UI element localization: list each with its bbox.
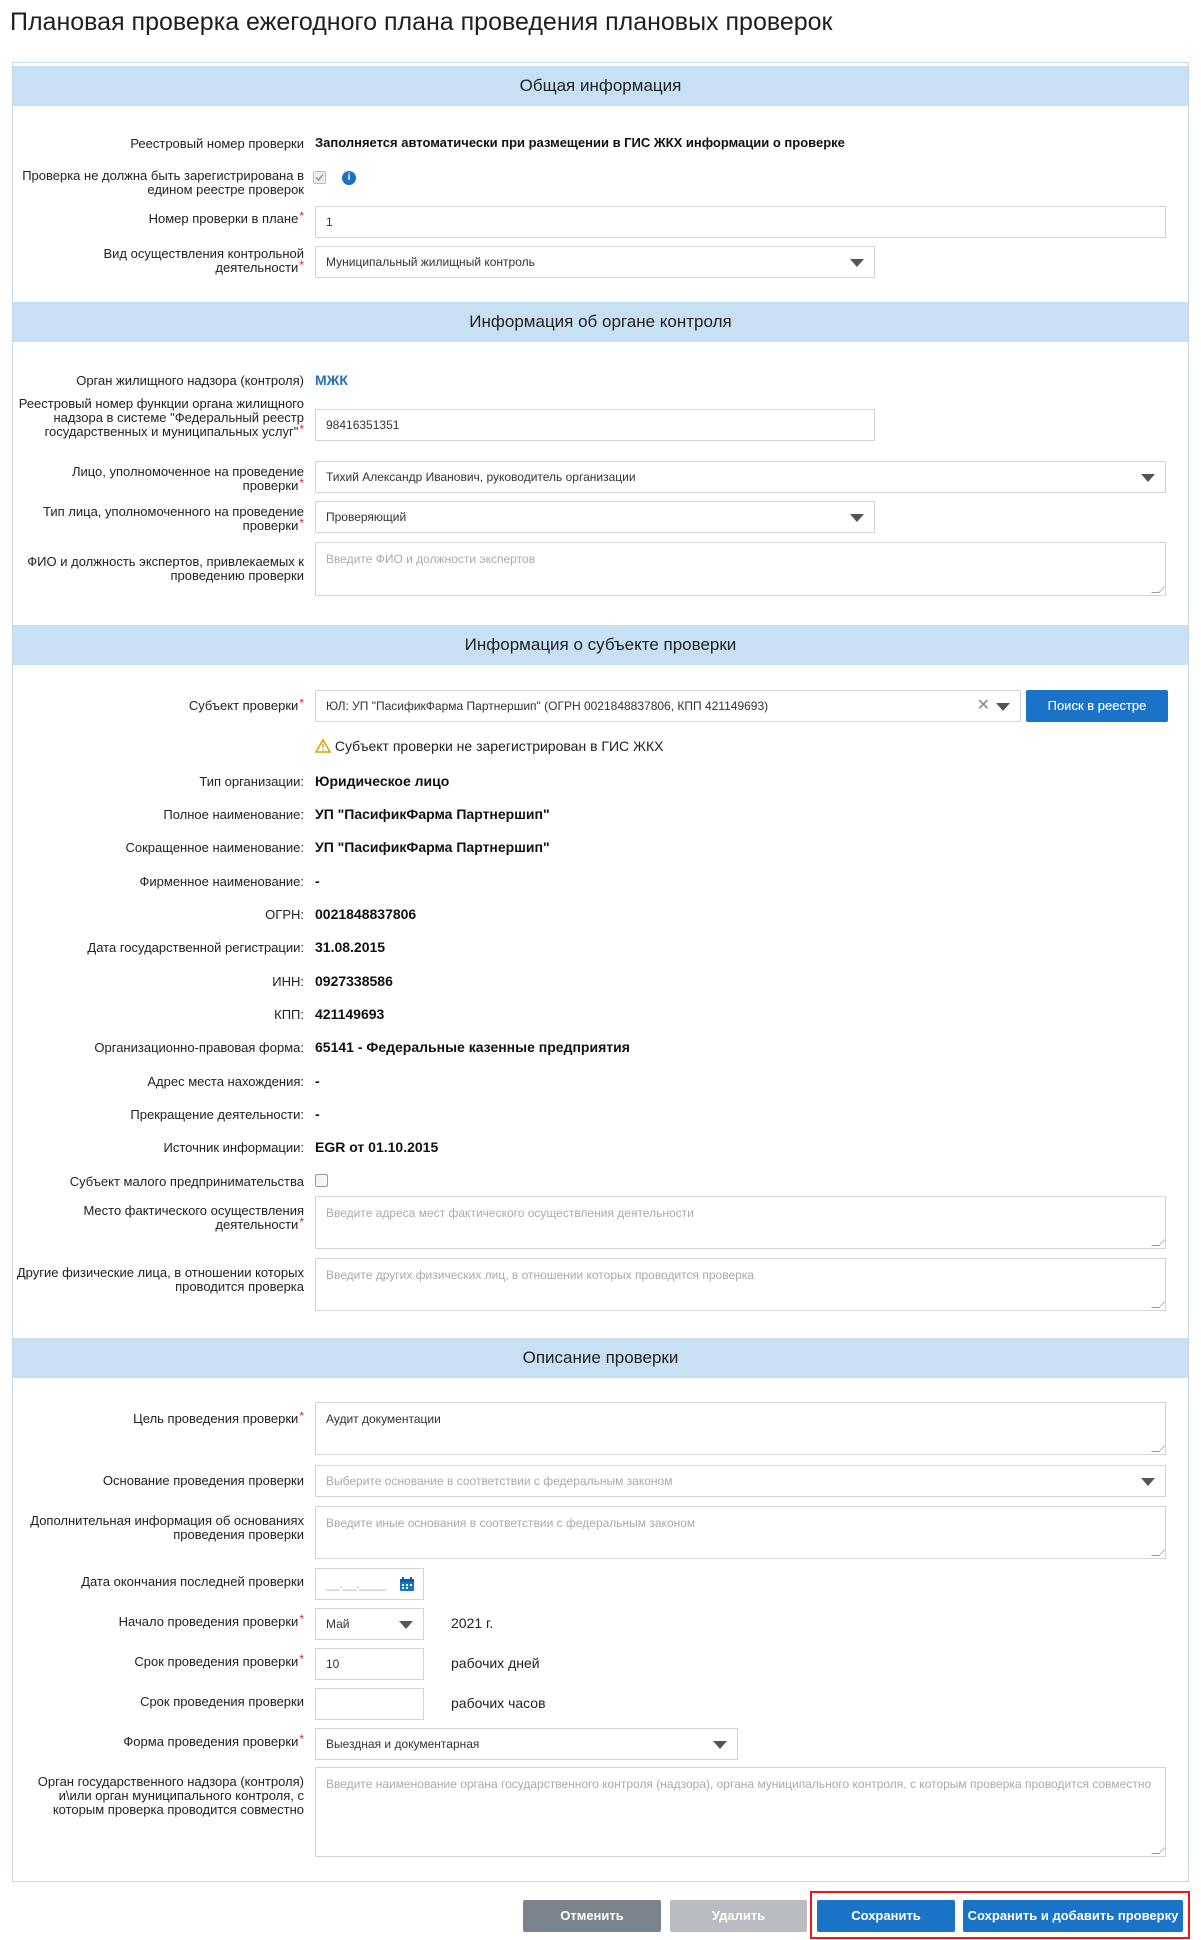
form-type-select[interactable] <box>315 1728 738 1760</box>
calendar-icon[interactable] <box>399 1576 415 1592</box>
page-title: Плановая проверка ежегодного плана проведения плановых проверок <box>10 8 833 36</box>
plan-number-input[interactable]: 1 <box>315 206 1166 238</box>
subject-field-value: УП "ПасификФарма Партнершип" <box>315 839 550 855</box>
organ-link[interactable]: МЖК <box>315 372 348 388</box>
extra-info-placeholder: Введите иные основания в соответствии с федеральным законом <box>326 1516 696 1530</box>
other-persons-textarea[interactable] <box>315 1258 1166 1311</box>
goal-textarea[interactable] <box>315 1402 1166 1455</box>
subject-field-value: EGR от 01.10.2015 <box>315 1139 439 1155</box>
chevron-down-icon <box>1141 1478 1155 1486</box>
duration-hours-unit: рабочих часов <box>451 1695 546 1711</box>
authorized-person-value: Тихий Александр Иванович, руководитель организации <box>326 470 636 484</box>
section-header-subject: Информация о субъекте проверки <box>13 625 1188 665</box>
duration-hours-input[interactable] <box>315 1688 424 1720</box>
subject-field-value: 65141 - Федеральные казенные предприятия <box>315 1039 630 1055</box>
person-type-value: Проверяющий <box>326 510 407 524</box>
resize-grip-icon[interactable] <box>1151 1238 1166 1246</box>
subject-field-label: ИНН: <box>272 974 304 989</box>
save-and-add-button[interactable]: Сохранить и добавить проверку <box>963 1900 1183 1932</box>
section-header-general: Общая информация <box>13 66 1188 106</box>
resize-grip-icon[interactable] <box>1151 1548 1166 1556</box>
start-month-select[interactable] <box>315 1608 424 1640</box>
save-button[interactable]: Сохранить <box>817 1900 955 1932</box>
search-registry-button[interactable]: Поиск в реестре <box>1026 690 1168 722</box>
last-date-placeholder: __.__.____ <box>326 1577 387 1591</box>
activity-type-label: Вид осуществления контрольной деятельности* <box>103 246 304 275</box>
section-header-authority: Информация об органе контроля <box>13 302 1188 342</box>
small-business-checkbox[interactable] <box>315 1174 328 1187</box>
last-date-input[interactable] <box>315 1568 424 1600</box>
subject-field-label: Полное наименование: <box>163 807 304 822</box>
chevron-down-icon <box>996 703 1010 711</box>
start-label: Начало проведения проверки* <box>118 1612 304 1629</box>
resize-grip-icon[interactable] <box>1151 1846 1166 1854</box>
small-business-label: Субъект малого предпринимательства <box>69 1174 304 1189</box>
chevron-down-icon <box>713 1741 727 1749</box>
goal-label: Цель проведения проверки* <box>133 1409 304 1426</box>
registry-number-label: Реестровый номер проверки <box>130 136 304 151</box>
actual-place-textarea[interactable] <box>315 1196 1166 1249</box>
resize-grip-icon[interactable] <box>1151 1300 1166 1308</box>
subject-field-value: 421149693 <box>315 1006 385 1022</box>
subject-field-value: - <box>315 1106 320 1122</box>
not-registered-checkbox[interactable] <box>313 171 326 184</box>
start-year: 2021 г. <box>451 1615 494 1631</box>
chevron-down-icon <box>850 259 864 267</box>
basis-select[interactable] <box>315 1465 1166 1497</box>
subject-value: ЮЛ: УП "ПасификФарма Партнершип" (ОГРН 0021848837806, КПП 421149693) <box>326 699 769 713</box>
not-registered-label: Проверка не должна быть зарегистрирована в едином реестре проверок <box>22 168 304 197</box>
experts-placeholder: Введите ФИО и должности экспертов <box>326 552 535 566</box>
resize-grip-icon[interactable] <box>1151 585 1166 593</box>
joint-organ-textarea[interactable] <box>315 1767 1166 1857</box>
subject-label: Субъект проверки* <box>188 696 304 713</box>
clear-icon[interactable]: ✕ <box>976 697 990 714</box>
chevron-down-icon <box>399 1621 413 1629</box>
function-number-input[interactable]: 98416351351 <box>315 409 875 441</box>
subject-select[interactable] <box>315 690 1021 722</box>
chevron-down-icon <box>850 514 864 522</box>
chevron-down-icon <box>1141 474 1155 482</box>
duration-hours-label: Срок проведения проверки <box>140 1694 304 1709</box>
subject-warning <box>315 738 663 754</box>
authorized-person-select[interactable] <box>315 461 1166 493</box>
basis-label: Основание проведения проверки <box>102 1473 304 1488</box>
subject-field-value: 31.08.2015 <box>315 939 386 955</box>
experts-label: ФИО и должность экспертов, привлекаемых к проведению проверки <box>27 554 304 583</box>
duration-days-label: Срок проведения проверки* <box>134 1652 304 1669</box>
subject-field-label: Адрес места нахождения: <box>147 1074 304 1089</box>
subject-field-label: Фирменное наименование: <box>139 874 304 889</box>
actual-place-placeholder: Введите адреса мест фактического осуществления деятельности <box>326 1206 694 1220</box>
subject-field-value: Юридическое лицо <box>315 773 450 789</box>
function-number-label: Реестровый номер функции органа жилищного надзора в системе "Федеральный реестр государственных и муниципальных услуг"* <box>18 396 304 439</box>
start-month-value: Май <box>326 1617 350 1631</box>
last-date-label: Дата окончания последней проверки <box>81 1574 304 1589</box>
basis-placeholder: Выберите основание в соответствии с федеральным законом <box>326 1474 673 1488</box>
warning-text: Субъект проверки не зарегистрирован в ГИС ЖКХ <box>334 738 664 754</box>
duration-days-unit: рабочих дней <box>451 1655 540 1671</box>
form-type-value: Выездная и документарная <box>326 1737 480 1751</box>
goal-value: Аудит документации <box>326 1412 441 1426</box>
joint-organ-placeholder: Введите наименование органа государственного контроля (надзора), органа муниципального контроля, с которым проверка проводится совместно <box>326 1777 1152 1791</box>
subject-field-label: КПП: <box>274 1007 304 1022</box>
subject-field-label: Сокращенное наименование: <box>125 840 304 855</box>
section-header-description: Описание проверки <box>13 1338 1188 1378</box>
experts-textarea[interactable] <box>315 542 1166 596</box>
activity-type-value: Муниципальный жилищный контроль <box>326 255 535 269</box>
joint-organ-label: Орган государственного надзора (контроля) и\или орган муниципального контроля, с которым проверка проводится совместно <box>37 1774 304 1817</box>
authorized-person-label: Лицо, уполномоченное на проведение проверки* <box>71 464 304 493</box>
resize-grip-icon[interactable] <box>1151 1444 1166 1452</box>
actual-place-label: Место фактического осуществления деятельности* <box>83 1203 304 1232</box>
activity-type-select[interactable] <box>315 246 875 278</box>
warning-icon <box>315 739 331 753</box>
cancel-button[interactable]: Отменить <box>523 1900 661 1932</box>
plan-number-label: Номер проверки в плане* <box>148 209 304 226</box>
subject-field-label: ОГРН: <box>265 907 304 922</box>
subject-field-value: - <box>315 1073 320 1089</box>
subject-field-value: УП "ПасификФарма Партнершип" <box>315 806 550 822</box>
other-persons-label: Другие физические лица, в отношении которых проводится проверка <box>16 1265 304 1294</box>
subject-field-value: - <box>315 873 320 889</box>
form-type-label: Форма проведения проверки* <box>123 1732 304 1749</box>
person-type-label: Тип лица, уполномоченного на проведение проверки* <box>43 504 304 533</box>
duration-days-input[interactable]: 10 <box>315 1648 424 1680</box>
delete-button[interactable]: Удалить <box>670 1900 807 1932</box>
extra-info-textarea[interactable] <box>315 1506 1166 1559</box>
subject-field-label: Источник информации: <box>163 1140 304 1155</box>
subject-field-value: 0927338586 <box>315 973 393 989</box>
subject-field-value: 0021848837806 <box>315 906 417 922</box>
extra-info-label: Дополнительная информация об основаниях проведения проверки <box>30 1513 304 1542</box>
subject-field-label: Прекращение деятельности: <box>130 1107 304 1122</box>
other-persons-placeholder: Введите других физических лиц, в отношении которых проводится проверка <box>326 1268 754 1282</box>
organ-label: Орган жилищного надзора (контроля) <box>76 373 304 388</box>
info-icon[interactable]: i <box>342 171 356 185</box>
subject-field-label: Тип организации: <box>199 774 304 789</box>
subject-field-label: Организационно-правовая форма: <box>94 1040 304 1055</box>
subject-field-label: Дата государственной регистрации: <box>87 940 304 955</box>
registry-number-value: Заполняется автоматически при размещении в ГИС ЖКХ информации о проверке <box>315 135 845 150</box>
person-type-select[interactable] <box>315 501 875 533</box>
